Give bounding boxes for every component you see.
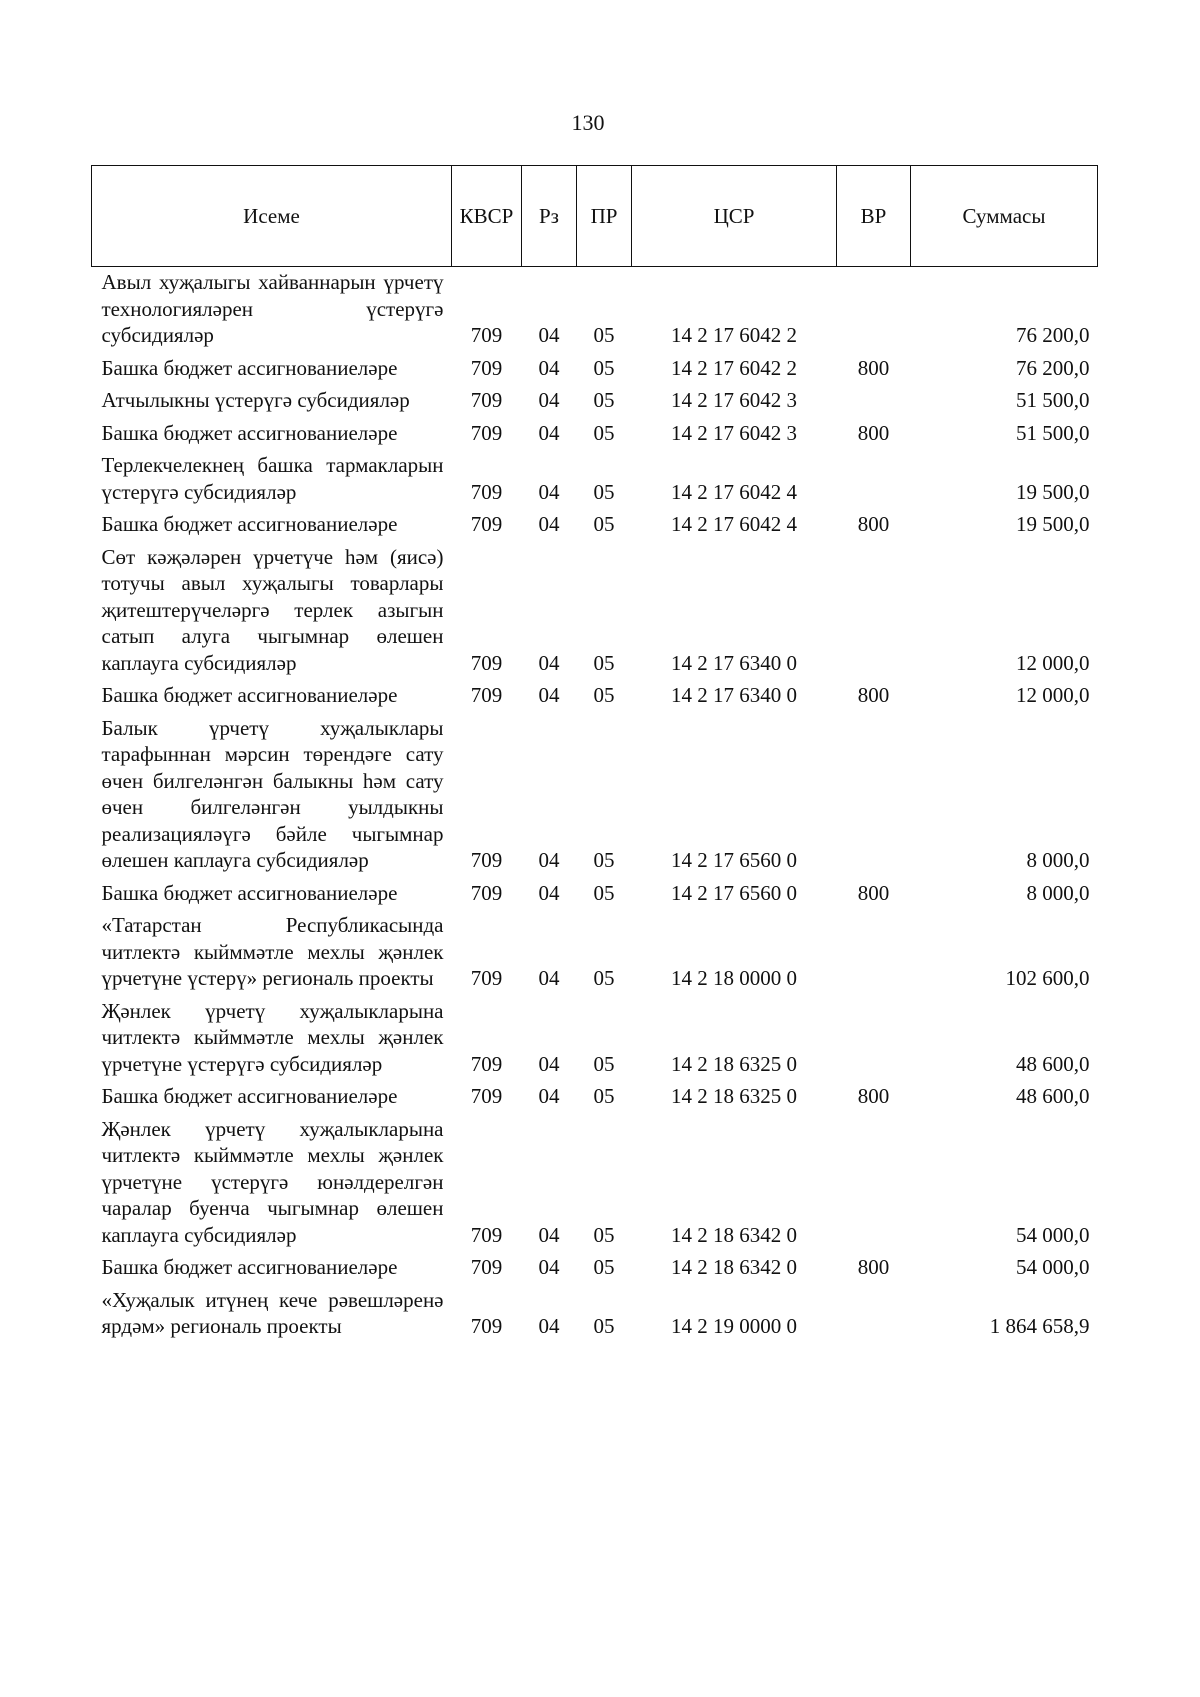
cell-pr: 05 [593,1051,615,1076]
cell-csr: 14 2 17 6042 4 [671,512,797,536]
cell-rz: 04 [538,512,560,536]
cell-vr [837,541,911,680]
cell-kvsr: 709 [470,966,503,990]
cell-name: Башка бюджет ассигнованиеләре [101,880,398,905]
cell-pr: 05 [593,355,615,380]
cell-sum: 51 500,0 [1016,388,1090,412]
cell-pr: 05 [593,1255,615,1279]
cell-csr: 14 2 17 6560 0 [671,848,797,872]
cell-kvsr: 709 [470,1255,503,1279]
cell-sum: 12 000,0 [1016,650,1090,675]
cell-pr: 05 [593,683,615,707]
cell-kvsr: 709 [470,1222,503,1247]
cell-sum: 54 000,0 [1016,1222,1090,1247]
cell-name: Башка бюджет ассигнованиеләре [101,420,398,445]
table-row [92,449,1098,508]
cell-kvsr: 709 [470,512,503,536]
cell-kvsr: 709 [470,388,503,412]
cell-vr: 800 [857,880,890,905]
cell-pr: 05 [593,323,615,347]
cell-name: Башка бюджет ассигнованиеләре [101,683,398,707]
cell-rz: 04 [538,683,560,707]
cell-kvsr: 709 [470,1051,503,1076]
cell-pr: 05 [593,848,615,872]
cell-csr: 14 2 18 6325 0 [671,1084,797,1108]
table-row [92,1251,1098,1284]
cell-rz: 04 [538,1084,560,1108]
cell-vr [837,995,911,1081]
cell-kvsr: 709 [470,650,503,675]
cell-rz: 04 [538,880,560,905]
cell-sum: 48 600,0 [1016,1084,1090,1108]
cell-pr: 05 [593,388,615,412]
cell-vr: 800 [857,420,890,445]
cell-csr: 14 2 17 6042 3 [671,420,797,445]
cell-rz: 04 [538,1051,560,1076]
cell-csr: 14 2 17 6042 3 [671,388,797,412]
table-row [92,1284,1098,1343]
cell-csr: 14 2 17 6340 0 [671,683,797,707]
cell-pr: 05 [593,880,615,905]
cell-rz: 04 [538,1255,560,1279]
cell-name: Башка бюджет ассигнованиеләре [101,355,398,380]
cell-csr: 14 2 18 6342 0 [671,1222,797,1247]
budget-table [91,165,1098,1343]
table-body [92,267,1098,1343]
header-vr: ВР [837,166,911,267]
cell-pr: 05 [593,1314,615,1338]
cell-name: Атчылыкны үстерүгә субсидияләр [101,388,410,412]
cell-rz: 04 [538,355,560,380]
table-row [92,712,1098,877]
cell-kvsr: 709 [470,880,503,905]
cell-sum: 54 000,0 [1016,1255,1090,1279]
cell-vr [837,712,911,877]
header-csr: ЦСР [632,166,837,267]
cell-sum: 19 500,0 [1016,479,1090,504]
cell-sum: 76 200,0 [1016,355,1090,380]
header-sum: Суммасы [911,166,1098,267]
cell-pr: 05 [593,1222,615,1247]
cell-rz: 04 [538,323,560,347]
cell-rz: 04 [538,388,560,412]
cell-kvsr: 709 [470,479,503,504]
cell-name: Башка бюджет ассигнованиеләре [101,512,398,536]
cell-name: «Хуҗалык итүнең кече рәвешләренә ярдәм» региональ проекты [101,1287,444,1338]
cell-name: Җәнлек үрчетү хуҗалыкларына читлектә кыйммәтле мехлы җәнлек үрчетүне үстерүгә юнәлдерелгән чаралар буенча чыгымнар өлешен каплауга субсидияләр [101,1116,444,1247]
table-row [92,384,1098,417]
cell-pr: 05 [593,512,615,536]
cell-csr: 14 2 19 0000 0 [671,1314,797,1338]
cell-rz: 04 [538,848,560,872]
cell-csr: 14 2 18 6325 0 [671,1051,797,1076]
cell-kvsr: 709 [470,848,503,872]
cell-rz: 04 [538,420,560,445]
page-number: 130 [571,110,605,135]
table-row [92,679,1098,712]
cell-sum: 102 600,0 [1005,966,1090,990]
header-pr: ПР [577,166,632,267]
header-kvsr: КВСР [452,166,522,267]
table-row [92,995,1098,1081]
cell-csr: 14 2 18 6342 0 [671,1255,797,1279]
cell-name: Җәнлек үрчетү хуҗалыкларына читлектә кыйммәтле мехлы җәнлек үрчетүне үстерүгә субсидияләр [101,998,444,1076]
cell-sum: 76 200,0 [1016,323,1090,347]
cell-name: Балык үрчетү хуҗалыклары тарафыннан мәрсин төрендәге сату өчен билгеләнгән балыкны һәм сату өчен билгеләнгән уылдыкны реализацияләүгә бәйле чыгымнар өлешен каплауга субсидияләр [101,715,444,872]
cell-pr: 05 [593,966,615,990]
cell-csr: 14 2 18 0000 0 [671,966,797,990]
table-row [92,909,1098,995]
cell-sum: 1 864 658,9 [989,1314,1090,1338]
cell-vr: 800 [857,683,890,707]
cell-csr: 14 2 17 6560 0 [671,880,797,905]
cell-name: «Татарстан Республикасында читлектә кыйммәтле мехлы җәнлек үрчетүне үстерү» региональ проекты [101,913,444,990]
cell-vr [837,449,911,508]
cell-rz: 04 [538,1314,560,1338]
cell-kvsr: 709 [470,1314,503,1338]
cell-vr: 800 [857,1084,890,1108]
cell-sum: 19 500,0 [1016,512,1090,536]
table-row [92,267,1098,352]
cell-name: Башка бюджет ассигнованиеләре [101,1255,398,1279]
cell-sum: 12 000,0 [1016,683,1090,707]
cell-sum: 8 000,0 [1026,880,1090,905]
table-header [92,166,1098,267]
cell-kvsr: 709 [470,683,503,707]
cell-kvsr: 709 [470,1084,503,1108]
table-row [92,417,1098,450]
cell-name: Авыл хуҗалыгы хайваннарын үрчетү технологияләрен үстерүгә субсидияләр [101,270,444,347]
cell-vr [837,1284,911,1343]
cell-kvsr: 709 [470,323,503,347]
cell-vr: 800 [857,1255,890,1279]
cell-pr: 05 [593,479,615,504]
cell-csr: 14 2 17 6042 2 [671,355,797,380]
cell-vr [837,909,911,995]
cell-rz: 04 [538,1222,560,1247]
cell-vr [837,384,911,417]
cell-csr: 14 2 17 6042 4 [671,479,797,504]
cell-pr: 05 [593,1084,615,1108]
cell-rz: 04 [538,479,560,504]
cell-pr: 05 [593,650,615,675]
cell-vr: 800 [857,355,890,380]
cell-pr: 05 [593,420,615,445]
header-name: Исеме [92,166,452,267]
cell-name: Сөт кәҗәләрен үрчетүче һәм (яисә) тотучы авыл хуҗалыгы товарлары җитештерүчеләргә терлек азыгын сатып алуга чыгымнар өлешен каплауга субсидияләр [101,544,444,675]
cell-kvsr: 709 [470,355,503,380]
cell-rz: 04 [538,650,560,675]
table-row [92,1080,1098,1113]
cell-csr: 14 2 17 6042 2 [671,323,797,347]
cell-vr: 800 [857,512,890,536]
header-rz: Рз [522,166,577,267]
table-row [92,877,1098,910]
table-row [92,1113,1098,1252]
cell-sum: 51 500,0 [1016,420,1090,445]
cell-name: Терлекчелекнең башка тармакларын үстерүгә субсидияләр [101,453,444,504]
cell-sum: 8 000,0 [1026,848,1090,872]
cell-csr: 14 2 17 6340 0 [671,650,797,675]
cell-kvsr: 709 [470,420,503,445]
cell-vr [837,267,911,352]
cell-vr [837,1113,911,1252]
table-row [92,541,1098,680]
cell-name: Башка бюджет ассигнованиеләре [101,1084,398,1108]
table-row [92,352,1098,385]
cell-sum: 48 600,0 [1016,1051,1090,1076]
table-row [92,508,1098,541]
cell-rz: 04 [538,966,560,990]
